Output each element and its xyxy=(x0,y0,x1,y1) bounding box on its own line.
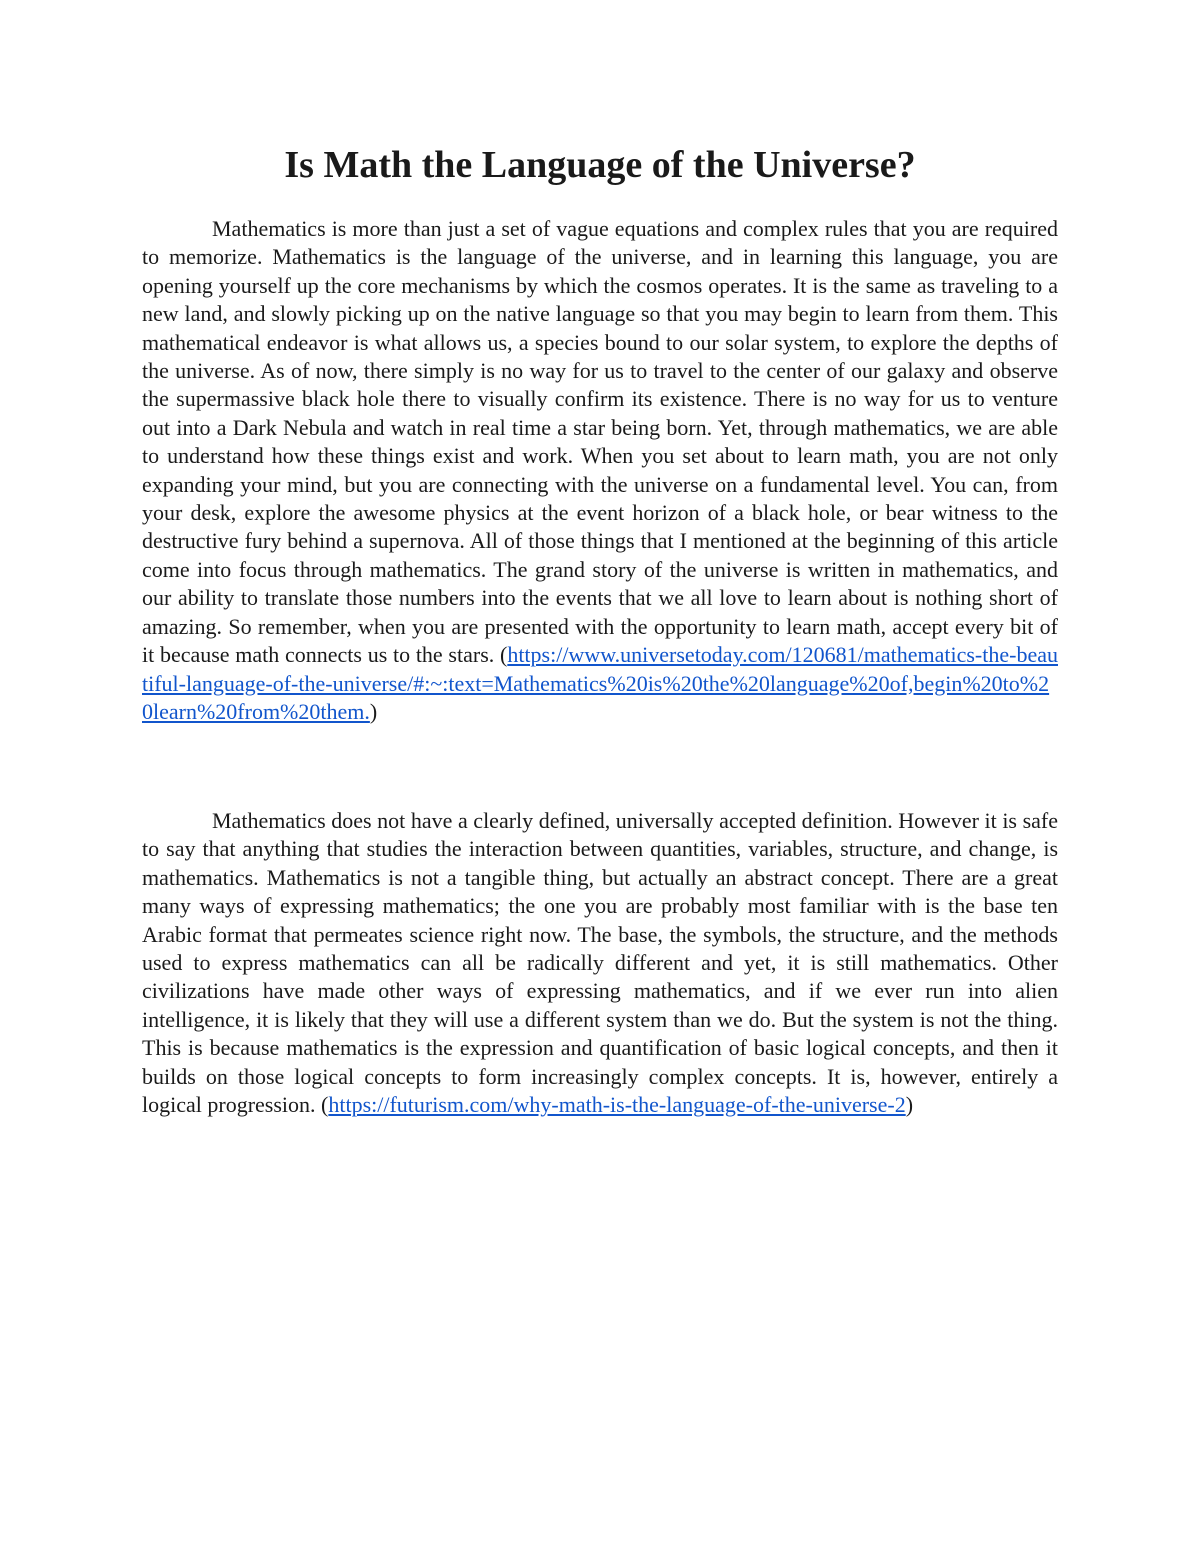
source-link-futurism[interactable]: https://futurism.com/why-math-is-the-language-of-the-universe-2 xyxy=(328,1092,906,1118)
document-title: Is Math the Language of the Universe? xyxy=(284,144,916,186)
paragraph-2-text: Mathematics does not have a clearly defined, universally accepted definition. However it is safe to say that anything that studies the interaction between quantities, variables, structure, and change, is mathematics. Mathematics is not a tangible thing, but actually an abstract concept. There are a great many ways of expressing mathematics; the one you are probably most familiar with is the base ten Arabic format that permeates science right now. The base, the symbols, the structure, and the methods used to express mathematics can all be radically different and yet, it is still mathematics. Other civilizations have made other ways of expressing mathematics, and if we ever run into alien intelligence, it is likely that they will use a different system than we do. But the system is not the thing. This is because mathematics is the expression and quantification of basic logical concepts, and then it builds on those logical concepts to form increasingly complex concepts. It is, however, entirely a logical progression. ( xyxy=(142,808,1058,1118)
paragraph-2-closing: ) xyxy=(905,1092,914,1118)
paragraph-2 xyxy=(142,807,1058,1119)
paragraph-1-closing: ) xyxy=(369,698,378,724)
paragraph-1-text: Mathematics is more than just a set of vague equations and complex rules that you are required to memorize. Mathematics is the language of the universe, and in learning this language, you are opening yourself up the core mechanisms by which the cosmos operates. It is the same as traveling to a new land, and slowly picking up on the native language so that you may begin to learn from them. This mathematical endeavor is what allows us, a species bound to our solar system, to explore the depths of the universe. As of now, there simply is no way for us to travel to the center of our galaxy and observe the supermassive black hole there to visually confirm its existence. There is no way for us to venture out into a Dark Nebula and watch in real time a star being born. Yet, through mathematics, we are able to understand how these things exist and work. When you set about to learn math, you are not only expanding your mind, but you are connecting with the universe on a fundamental level. You can, from your desk, explore the awesome physics at the event horizon of a black hole, or bear witness to the destructive fury behind a supernova. All of those things that I mentioned at the beginning of this article come into focus through mathematics. The grand story of the universe is written in mathematics, and our ability to translate those numbers into the events that we all love to learn about is nothing short of amazing. So remember, when you are presented with the opportunity to learn math, accept every bit of it because math connects us to the stars. ( xyxy=(142,216,1058,668)
source-link-universetoday[interactable]: https://www.universetoday.com/120681/mathematics-the-beautiful-language-of-the-universe/#:~:text=Mathematics%20is%20the%20language%20of,begin%20to%20learn%20from%20them. xyxy=(142,642,1058,724)
paragraph-1 xyxy=(142,215,1058,726)
